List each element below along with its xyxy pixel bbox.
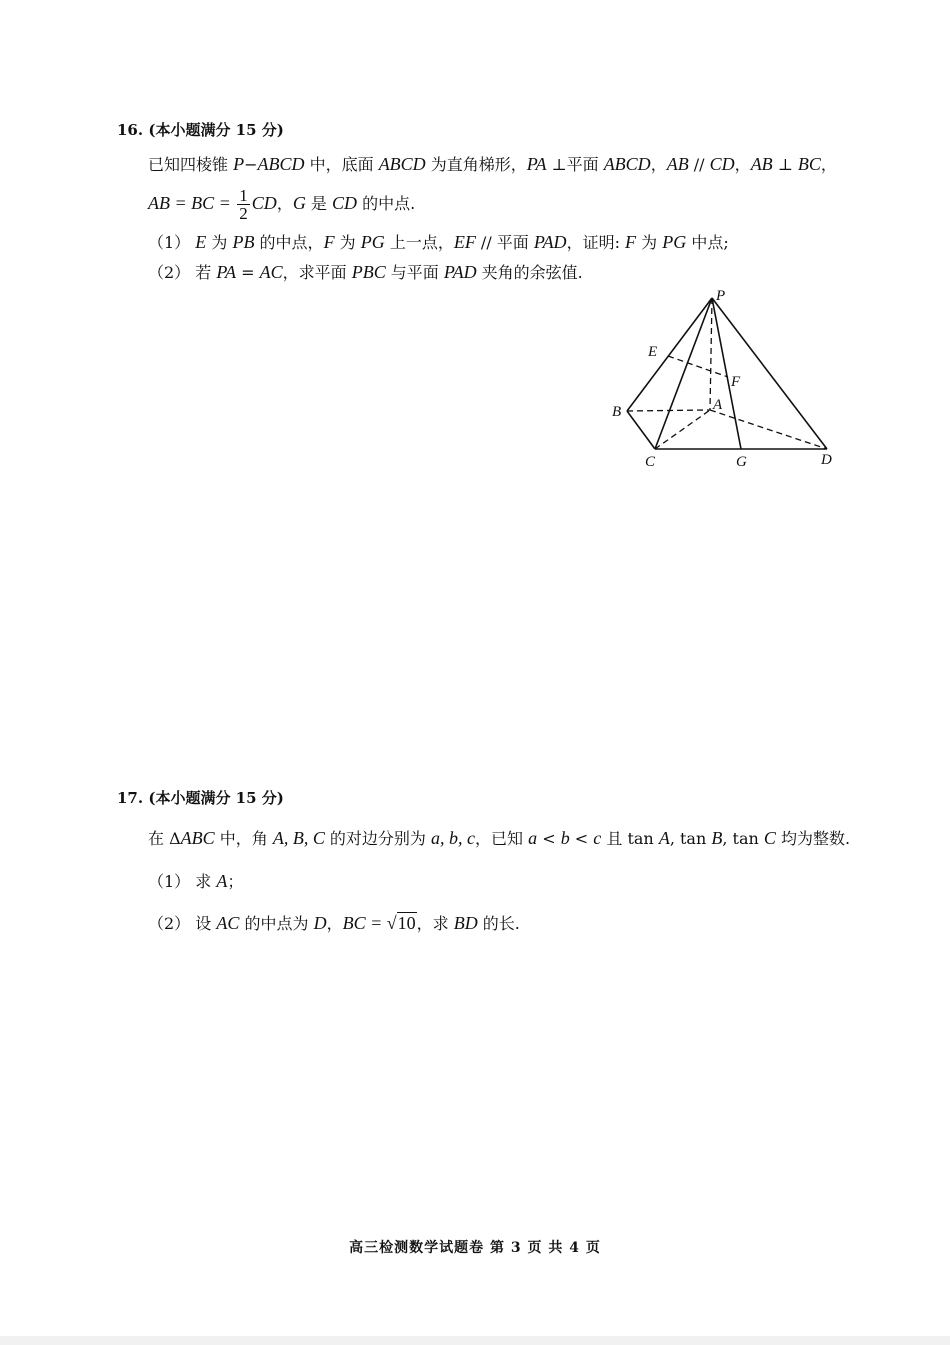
q17-length-text: 的长.: [477, 914, 520, 933]
edge-BC: [627, 411, 655, 449]
text-segment: 在 Δ: [148, 829, 181, 848]
text-segment: （2） 若: [148, 263, 217, 282]
math-term: ABCD: [257, 154, 305, 174]
label-P: P: [716, 288, 726, 304]
text-segment: ，已知: [475, 829, 529, 848]
text-segment: 均为整数.: [775, 829, 851, 848]
label-D: D: [821, 452, 832, 468]
text-segment: ⊥平面: [546, 155, 604, 174]
segment-EF: [668, 356, 728, 377]
text-segment: 中点;: [686, 233, 729, 252]
label-F: F: [731, 374, 741, 390]
text-segment: （1） 求: [148, 872, 217, 891]
math-term: A: [216, 871, 228, 891]
math-term: PG: [360, 232, 385, 252]
q16-statement-line2: [148, 184, 415, 223]
edge-PB: [627, 298, 712, 411]
edge-BA: [627, 410, 710, 411]
text-segment: , tan: [722, 829, 764, 848]
math-term: PAD: [533, 232, 567, 252]
text-segment: 夹角的余弦值.: [476, 263, 583, 282]
math-term: EF: [453, 232, 476, 252]
math-term: PAD: [443, 262, 477, 282]
edge-PA: [710, 298, 712, 410]
text-segment: //: [688, 155, 710, 174]
q16-part2: [148, 262, 583, 283]
q17-bc: BC =: [342, 913, 387, 933]
q17-ac: AC: [216, 913, 240, 933]
text-segment: ，: [734, 155, 751, 174]
math-term: a: [528, 828, 538, 848]
math-term: PA: [216, 262, 237, 282]
text-segment: 已知四棱锥: [148, 155, 234, 174]
math-term: AC: [259, 262, 283, 282]
q17-statement: [148, 828, 850, 849]
pyramid-figure: [600, 280, 850, 475]
q16-comma: ，: [276, 194, 293, 213]
text-segment: <: [569, 829, 594, 848]
label-E: E: [648, 344, 658, 360]
q17-header: [117, 788, 284, 808]
fraction-numerator: 1: [239, 186, 248, 205]
math-term: ABCD: [378, 154, 426, 174]
label-B: B: [612, 404, 622, 420]
label-A: A: [713, 397, 723, 413]
text-segment: <: [537, 829, 561, 848]
q17-part2-prefix: （2） 设: [148, 914, 217, 933]
math-term: E: [195, 232, 207, 252]
text-segment: ⊥: [772, 155, 798, 174]
label-G: G: [736, 454, 747, 470]
math-term: C: [763, 828, 776, 848]
math-term: ABCD: [603, 154, 651, 174]
math-term: BC: [797, 154, 821, 174]
math-term: PB: [232, 232, 255, 252]
text-segment: −: [244, 155, 258, 174]
math-term: F: [625, 232, 637, 252]
q17-number: 17.: [117, 789, 144, 807]
math-term: CD: [709, 154, 735, 174]
q16-midpoint-text: 的中点.: [357, 194, 416, 213]
math-term: PG: [662, 232, 687, 252]
math-term: PBC: [351, 262, 386, 282]
q17-part1: [148, 871, 243, 892]
q17-comma: ，: [326, 914, 343, 933]
q16-is: 是: [305, 194, 333, 213]
fraction-denominator: 2: [239, 204, 248, 223]
q16-cd2: CD: [332, 193, 358, 213]
q17-bd: BD: [453, 913, 478, 933]
edge-AD: [710, 410, 827, 449]
q17-score: (本小题满分 15 分): [148, 789, 284, 807]
math-term: P: [233, 154, 245, 174]
text-segment: 与平面: [385, 263, 444, 282]
math-term: B: [711, 828, 723, 848]
text-segment: 为直角梯形，: [425, 155, 527, 174]
label-C: C: [645, 454, 656, 470]
math-term: A, B, C: [272, 828, 325, 848]
math-term: b: [560, 828, 570, 848]
page-footer: 高三检测数学试题卷 第 3 页 共 4 页: [349, 1240, 601, 1256]
q17-part2: [148, 913, 520, 934]
q16-g: G: [292, 193, 306, 213]
q16-part1: [148, 232, 729, 253]
text-segment: , tan: [669, 829, 712, 848]
q17-d: D: [313, 913, 327, 933]
text-segment: ，证明:: [566, 233, 626, 252]
math-term: PA: [526, 154, 547, 174]
text-segment: （1）: [148, 233, 196, 252]
edge-CA: [655, 410, 710, 449]
radicand: 10: [397, 913, 416, 933]
q17-find-text: ，求: [416, 914, 454, 933]
text-segment: =: [236, 263, 260, 282]
q16-eq-left: AB = BC =: [148, 193, 236, 213]
q16-statement-line1: [148, 154, 837, 175]
text-segment: 上一点，: [384, 233, 454, 252]
text-segment: 为: [206, 233, 233, 252]
math-term: c: [593, 828, 602, 848]
math-term: AB: [666, 154, 689, 174]
q16-header: [117, 120, 284, 140]
text-segment: ；: [227, 872, 244, 891]
text-segment: 且 tan: [601, 829, 659, 848]
math-term: F: [323, 232, 335, 252]
q17-midpoint-text: 的中点为: [239, 914, 314, 933]
q16-cd: CD: [251, 193, 277, 213]
text-segment: ，: [650, 155, 667, 174]
scan-edge: [0, 1336, 950, 1345]
text-segment: 的对边分别为: [324, 829, 432, 848]
math-term: a, b, c: [431, 828, 476, 848]
text-segment: ，求平面: [282, 263, 352, 282]
math-term: AB: [750, 154, 773, 174]
q16-number: 16.: [117, 121, 144, 139]
text-segment: 为: [636, 233, 663, 252]
text-segment: 的中点，: [254, 233, 324, 252]
text-segment: // 平面: [475, 233, 534, 252]
edge-PD: [712, 298, 827, 449]
text-segment: 中，角: [214, 829, 273, 848]
text-segment: ，: [820, 155, 837, 174]
math-term: A: [658, 828, 670, 848]
math-term: ABC: [180, 828, 215, 848]
q16-score: (本小题满分 15 分): [148, 121, 284, 139]
text-segment: 中，底面: [304, 155, 379, 174]
edge-PC: [655, 298, 712, 449]
text-segment: 为: [334, 233, 361, 252]
fraction-one-half: [237, 187, 250, 222]
sqrt-expression: √10: [386, 913, 416, 933]
